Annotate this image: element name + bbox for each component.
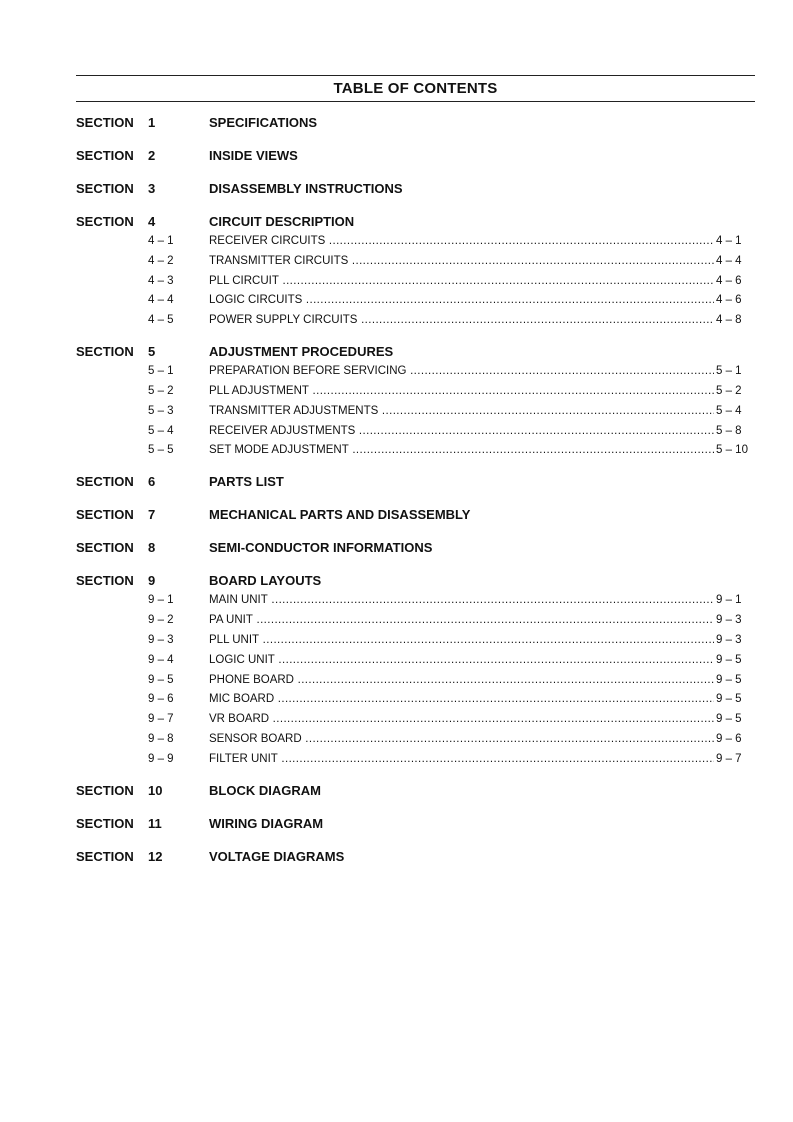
page-number: 4 – 1 xyxy=(716,235,742,247)
subsection-number: 9 – 3 xyxy=(148,634,174,646)
subsection-title: POWER SUPPLY CIRCUITS ..... xyxy=(209,312,714,328)
section-title: WIRING DIAGRAM xyxy=(209,815,324,831)
subsection-title: RECEIVER ADJUSTMENTS ..... xyxy=(209,423,714,439)
section-title: INSIDE VIEWS xyxy=(209,148,298,163)
section-title: BLOCK DIAGRAM xyxy=(209,782,321,798)
subsection-number: 5 – 5 xyxy=(148,444,174,457)
page-number: 5 – 8 xyxy=(716,424,742,437)
page-number: 9 – 5 xyxy=(716,653,742,666)
subsection-title: FILTER UNIT ..... xyxy=(209,751,714,767)
page-number: 5 – 10 xyxy=(716,444,748,457)
subsection-title: TRANSMITTER ADJUSTMENTS ..... xyxy=(209,403,714,419)
page-number: 4 – 8 xyxy=(716,314,742,327)
section-number: 2 xyxy=(148,148,156,163)
section-number: 5 xyxy=(148,344,156,360)
subsection-row[interactable] xyxy=(0,672,793,688)
section-word: SECTION xyxy=(76,815,134,831)
subsection-number: 4 – 5 xyxy=(148,314,174,327)
subsection-number: 9 – 8 xyxy=(148,733,174,745)
subsection-row[interactable] xyxy=(0,273,793,289)
section-word: SECTION xyxy=(76,573,134,589)
section-number: 9 xyxy=(148,573,156,589)
subsection-row[interactable] xyxy=(0,442,793,458)
page-number: 5 – 2 xyxy=(716,385,742,397)
subsection-title: TRANSMITTER CIRCUITS ..... xyxy=(209,253,714,269)
page-number: 9 – 5 xyxy=(716,693,742,706)
section-title: SPECIFICATIONS xyxy=(209,115,318,130)
subsection-title: SET MODE ADJUSTMENT ..... xyxy=(209,442,714,458)
subsection-row[interactable] xyxy=(0,383,793,399)
section-number: 1 xyxy=(148,115,156,130)
subsection-title: PLL ADJUSTMENT ..... xyxy=(209,383,714,399)
page-number: 9 – 7 xyxy=(716,752,742,765)
section-row[interactable] xyxy=(0,815,793,833)
subsection-row[interactable] xyxy=(0,691,793,707)
subsection-title: PHONE BOARD ..... xyxy=(209,672,714,688)
subsection-number: 4 – 1 xyxy=(148,235,174,247)
section-word: SECTION xyxy=(76,148,134,163)
section-row[interactable] xyxy=(0,147,793,165)
section-word: SECTION xyxy=(76,782,134,798)
section-number: 8 xyxy=(148,540,156,556)
section-word: SECTION xyxy=(76,474,134,490)
page-number: 5 – 1 xyxy=(716,365,742,378)
page-number: 9 – 5 xyxy=(716,713,742,726)
subsection-number: 5 – 2 xyxy=(148,385,174,397)
section-number: 6 xyxy=(148,474,156,490)
section-word: SECTION xyxy=(76,507,134,523)
page-number: 9 – 1 xyxy=(716,594,742,607)
section-word: SECTION xyxy=(76,214,134,229)
section-number: 3 xyxy=(148,181,156,196)
section-row[interactable] xyxy=(0,572,793,590)
subsection-row[interactable] xyxy=(0,253,793,269)
subsection-number: 9 – 5 xyxy=(148,673,174,686)
page-number: 5 – 4 xyxy=(716,404,742,417)
section-number: 10 xyxy=(148,782,163,798)
subsection-title: SENSOR BOARD ..... xyxy=(209,731,714,747)
section-title: DISASSEMBLY INSTRUCTIONS xyxy=(209,181,403,196)
page-number: 9 – 6 xyxy=(716,733,742,745)
section-title: ADJUSTMENT PROCEDURES xyxy=(209,344,394,360)
subsection-row[interactable] xyxy=(0,312,793,328)
subsection-row[interactable] xyxy=(0,592,793,608)
subsection-number: 9 – 1 xyxy=(148,594,174,607)
subsection-row[interactable] xyxy=(0,403,793,419)
page-number: 4 – 6 xyxy=(716,294,742,307)
section-row[interactable] xyxy=(0,180,793,198)
subsection-title: LOGIC CIRCUITS ..... xyxy=(209,292,714,308)
subsection-number: 9 – 7 xyxy=(148,713,174,726)
subsection-title: MIC BOARD ..... xyxy=(209,691,714,707)
section-number: 7 xyxy=(148,507,156,523)
subsection-number: 5 – 4 xyxy=(148,424,174,437)
section-word: SECTION xyxy=(76,181,134,196)
subsection-title: MAIN UNIT ..... xyxy=(209,592,714,608)
section-row[interactable] xyxy=(0,343,793,361)
section-row[interactable] xyxy=(0,213,793,231)
subsection-number: 4 – 2 xyxy=(148,254,174,267)
subsection-row[interactable] xyxy=(0,652,793,668)
subsection-number: 4 – 4 xyxy=(148,294,174,307)
section-row[interactable] xyxy=(0,782,793,800)
section-title: PARTS LIST xyxy=(209,474,284,490)
section-title: VOLTAGE DIAGRAMS xyxy=(209,848,345,864)
section-row[interactable] xyxy=(0,506,793,524)
section-row[interactable] xyxy=(0,473,793,491)
subsection-row[interactable] xyxy=(0,233,793,249)
subsection-title: PREPARATION BEFORE SERVICING ..... xyxy=(209,363,714,379)
section-title: CIRCUIT DESCRIPTION xyxy=(209,214,355,229)
section-word: SECTION xyxy=(76,115,134,130)
subsection-number: 9 – 9 xyxy=(148,752,174,765)
subsection-row[interactable] xyxy=(0,612,793,628)
section-number: 4 xyxy=(148,214,156,229)
subsection-number: 4 – 3 xyxy=(148,274,174,287)
subsection-title: PA UNIT ..... xyxy=(209,612,714,628)
section-number: 11 xyxy=(148,815,162,831)
subsection-number: 5 – 3 xyxy=(148,404,174,417)
page-title: TABLE OF CONTENTS xyxy=(333,80,498,97)
page-number: 9 – 5 xyxy=(716,673,742,686)
subsection-number: 9 – 4 xyxy=(148,653,174,666)
subsection-row[interactable] xyxy=(0,731,793,747)
section-row[interactable] xyxy=(0,114,793,132)
subsection-number: 5 – 1 xyxy=(148,365,174,378)
subsection-number: 9 – 6 xyxy=(148,693,174,706)
subsection-row[interactable] xyxy=(0,423,793,439)
section-word: SECTION xyxy=(76,344,134,360)
page-number: 4 – 4 xyxy=(716,254,742,267)
subsection-title: PLL UNIT ..... xyxy=(209,632,714,648)
subsection-title: VR BOARD ..... xyxy=(209,711,714,727)
section-title: MECHANICAL PARTS AND DISASSEMBLY xyxy=(209,507,471,523)
subsection-row[interactable] xyxy=(0,751,793,767)
subsection-row[interactable] xyxy=(0,632,793,648)
section-word: SECTION xyxy=(76,848,134,864)
page-number: 4 – 6 xyxy=(716,274,742,287)
subsection-title: PLL CIRCUIT ..... xyxy=(209,273,714,289)
page-number: 9 – 3 xyxy=(716,634,742,646)
section-number: 12 xyxy=(148,848,163,864)
section-title: SEMI-CONDUCTOR INFORMATIONS xyxy=(209,540,433,556)
subsection-title: LOGIC UNIT ..... xyxy=(209,652,714,668)
subsection-row[interactable] xyxy=(0,711,793,727)
section-row[interactable] xyxy=(0,539,793,557)
section-word: SECTION xyxy=(76,540,134,556)
subsection-row[interactable] xyxy=(0,292,793,308)
page-number: 9 – 3 xyxy=(716,614,742,627)
section-row[interactable] xyxy=(0,848,793,866)
subsection-row[interactable] xyxy=(0,363,793,379)
subsection-number: 9 – 2 xyxy=(148,614,174,627)
section-title: BOARD LAYOUTS xyxy=(209,573,322,589)
subsection-title: RECEIVER CIRCUITS ..... xyxy=(209,233,714,249)
